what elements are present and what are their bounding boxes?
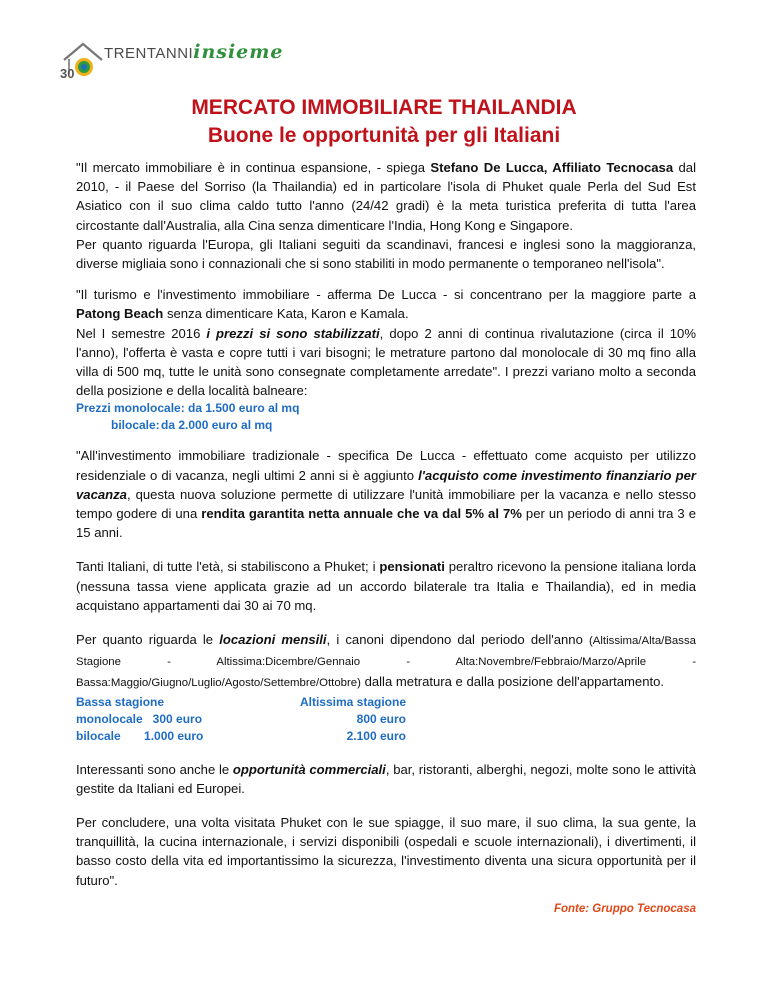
p6-bold-italic: opportunità commerciali: [232, 761, 386, 777]
p2-text-a: "Il turismo e l'investimento immobiliare - afferma De Lucca - si concentrano per la maggiore parte a: [76, 287, 696, 303]
paragraph-4: [76, 557, 696, 615]
p1-text-a: "Il mercato immobiliare è in continua espansione, - spiega: [76, 160, 431, 175]
paragraph-3: [76, 446, 696, 542]
p5-small-text: (Altissima/Alta/Bassa Stagione - Altissima:Dicembre/Gennaio - Alta:Novembre/Febbraio/Marzo/Aprile - Bassa:Maggio/Giugno/Luglio/Agosto/Settembre/Ottobre): [76, 635, 696, 690]
p2-bold-italic: i prezzi si sono stabilizzati: [206, 325, 380, 341]
p2-text-f: , dopo 2 anni di continua rivalutazione (circa il 10% l'anno), l'offerta è vasta e copre tutti i vari bisogni; le metrature partono dal monolocale di 30 mq fino alla villa di 500 mq, tutte le unità sono consegnate completamente arredate". I prezzi variano molto a seconda della posizione e della località balneare:: [76, 325, 696, 399]
p1-bold-name: Stefano De Lucca, Affiliato Tecnocasa: [430, 160, 674, 175]
paragraph-1b: Per quanto riguarda l'Europa, gli Italiani seguiti da scandinavi, francesi e inglesi sono la maggioranza, diverse migliaia sono i connazionali che si sono stabiliti in modo permanente o temporaneo nell'isola".: [76, 236, 696, 272]
p6-text-c: , bar, ristoranti, alberghi, negozi, molte sono le attività gestite da Italiani ed Europei.: [76, 761, 696, 796]
prices-rent-row1-col1: monolocale 300 euro: [76, 711, 203, 726]
prices-sale-label: bilocale:: [111, 418, 160, 433]
logo: [60, 38, 284, 84]
prices-sale: [76, 400, 696, 434]
paragraph-7: Per concludere, una volta visitata Phuket con le sue spiagge, il suo mare, il suo clima, la sua gente, la tranquillità, la cucina internazionale, i servizi disponibili (ospedali e scuole internazionali), i divertimenti, il basso costo della vita ed importantissimo la sicurezza, l'investimento diventa una sicura opportunità per il futuro".: [76, 815, 696, 888]
p5-text-a: Per quanto riguarda le: [76, 632, 220, 648]
paragraph-5: [76, 630, 696, 694]
source-credit: Fonte: Gruppo Tecnocasa: [553, 902, 696, 915]
paragraph-1: [76, 158, 696, 235]
p2-text-c: senza dimenticare Kata, Karon e Kamala.: [163, 306, 409, 322]
paragraph-2b: [76, 324, 696, 401]
p5-bold-italic: locazioni mensili: [219, 632, 327, 648]
p5-text-c: , i canoni dipendono dal periodo dell'anno: [326, 632, 590, 648]
prices-rent-row1-col2: 800 euro: [356, 711, 406, 726]
p3-bold-italic: l'acquisto come investimento finanziario per vacanza: [76, 467, 696, 502]
p2-text-d: Nel I semestre 2016: [76, 325, 207, 341]
prices-rent-header-1: Bassa stagione: [76, 694, 165, 709]
logo-brand-text: TRENTANNI: [104, 45, 194, 62]
page-subtitle: Buone le opportunità per gli Italiani: [207, 124, 561, 147]
p4-text-a: Tanti Italiani, di tutte l'età, si stabiliscono a Phuket; i: [76, 559, 380, 575]
logo-script-text: insieme: [193, 41, 284, 63]
prices-sale-line1: Prezzi monolocale: da 1.500 euro al mq: [76, 401, 300, 416]
prices-rent: [76, 694, 696, 745]
p4-bold: pensionati: [379, 559, 445, 575]
prices-rent-row2-col1: bilocale 1.000 euro: [76, 728, 204, 743]
p3-text-a: "All'investimento immobiliare tradizionale - specifica De Lucca - effettuato come acquisto per utilizzo residenziale o di vacanza, negli ultimi 2 anni si è aggiunto: [76, 448, 696, 483]
p3-bold-yield: rendita garantita netta annuale che va dal 5% al 7%: [201, 506, 522, 522]
p3-text-c: , questa nuova soluzione permette di utilizzare l'unità immobiliare per la vacanza e nello stesso tempo godere di una: [76, 486, 696, 522]
p2-bold-location: Patong Beach: [76, 306, 164, 322]
prices-rent-row2-col2: 2.100 euro: [346, 728, 406, 743]
paragraph-2: [76, 285, 696, 323]
p1-text-c: dal 2010, - il Paese del Sorriso (la Thailandia) ed in particolare l'isola di Phuket quale Perla del Sud Est Asiatico con il suo clima caldo tutto l'anno (24/42 gradi) è la meta turistica preferita di tutta l'area circostante dall'Australia, alla Cina senza dimenticare l'India, Hong Kong e Singapore.: [76, 160, 696, 233]
prices-rent-header-2: Altissima stagione: [299, 694, 406, 709]
prices-sale-value: da 2.000 euro al mq: [161, 418, 273, 433]
page-title: MERCATO IMMOBILIARE THAILANDIA: [191, 96, 577, 119]
paragraph-6: [76, 760, 696, 798]
p3-text-e: per un periodo di anni tra 3 e 15 anni.: [76, 506, 696, 541]
p4-text-c: peraltro ricevono la pensione italiana lorda (nessuna tassa viene applicata grazie ad un accordo bilaterale tra Italia e Thailandia), ed in media acquistano appartamenti dai 30 ai 70 mq.: [76, 559, 696, 613]
prices-sale-line2: [76, 417, 696, 434]
logo-brand: [104, 41, 283, 63]
article-body: [76, 158, 696, 919]
logo-number: 30: [60, 66, 75, 81]
p6-text-a: Interessanti sono anche le: [76, 761, 233, 777]
p5-text-e: dalla metratura e dalla posizione dell'appartamento.: [360, 674, 665, 690]
